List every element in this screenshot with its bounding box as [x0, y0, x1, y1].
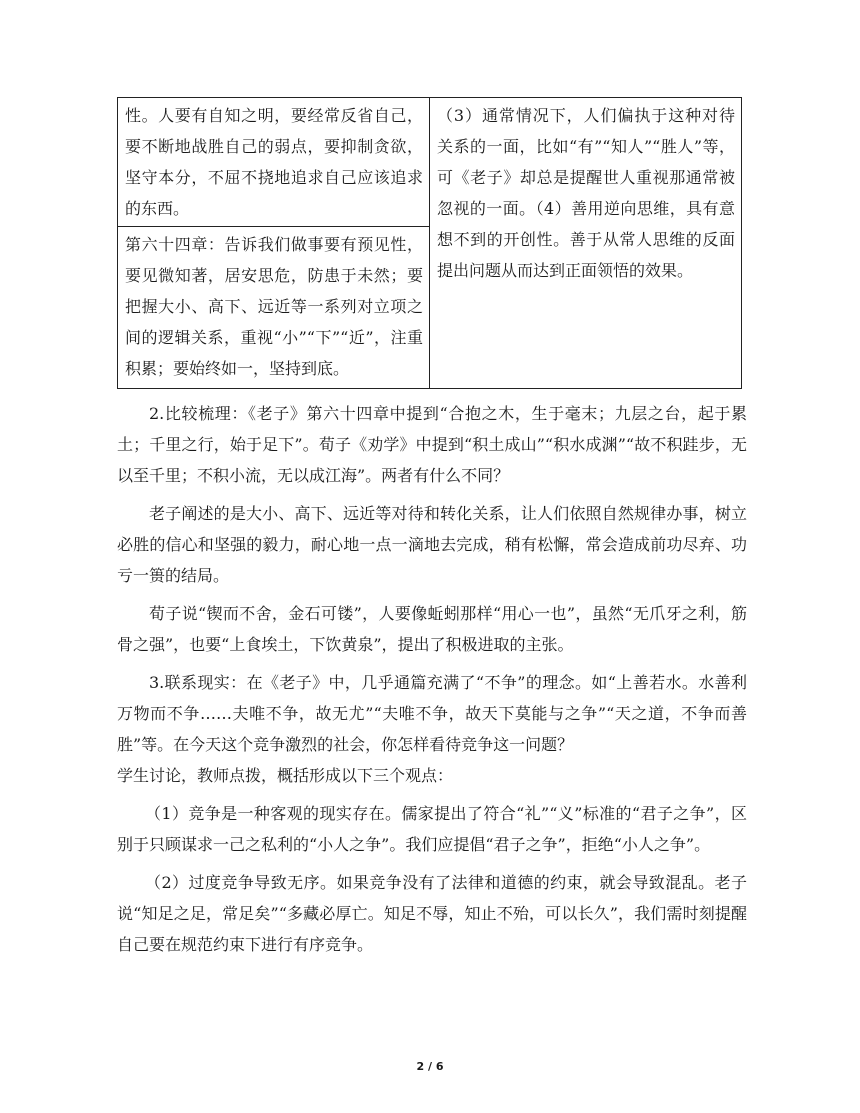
table-cell-left-top: 性。人要有自知之明，要经常反省自己，要不断地战胜自己的弱点，要抑制贪欲，坚守本分，不屈不挠地追求自己应该追求的东西。: [118, 98, 430, 227]
page-number: 2 / 6: [416, 1060, 444, 1073]
table-cell-right: （3）通常情况下，人们偏执于这种对待关系的一面，比如“有”“知人”“胜人”等，可《老子》却总是提醒世人重视那通常被忽视的一面。（4）善用逆向思维，具有意想不到的开创性。善于从常人思维的反面提出问题从而达到正面领悟的效果。: [430, 98, 742, 389]
paragraph-xunzi: 荀子说“锲而不舍，金石可镂”，人要像蚯蚓那样“用心一也”，虽然“无爪牙之利，筋骨之强”，也要“上食埃土，下饮黄泉”，提出了积极进取的主张。: [117, 604, 747, 654]
table-cell-left-bottom: 第六十四章：告诉我们做事要有预见性，要见微知著，居安思危，防患于未然；要把握大小、高下、远近等一系列对立项之间的逻辑关系，重视“小”“下”“近”，注重积累；要始终如一，坚持到底。: [118, 227, 430, 389]
paragraph-reality: 3.联系现实：在《老子》中，几乎通篇充满了“不争”的理念。如“上善若水。水善利万物而不争……夫唯不争，故无尤”“夫唯不争，故天下莫能与之争”“天之道，不争而善胜”等。在今天这个竞争激烈的社会，你怎样看待竞争这一问题？: [117, 673, 747, 754]
paragraph-point-2: （2）过度竞争导致无序。如果竞争没有了法律和道德的约束，就会导致混乱。老子说“知足之足，常足矣”“多藏必厚亡。知足不辱，知止不殆，可以长久”，我们需时刻提醒自己要在规范约束下进行有序竞争。: [117, 873, 747, 954]
paragraph-laozi: 老子阐述的是大小、高下、远近等对待和转化关系，让人们依照自然规律办事，树立必胜的信心和坚强的毅力，耐心地一点一滴地去完成，稍有松懈，常会造成前功尽弃、功亏一篑的结局。: [117, 504, 747, 585]
content-table: [117, 97, 742, 389]
body-text: [117, 398, 747, 960]
paragraph-compare: 2.比较梳理：《老子》第六十四章中提到“合抱之木，生于毫末；九层之台，起于累土；千里之行，始于足下”。荀子《劝学》中提到“积土成山”“积水成渊”“故不积跬步，无以至千里；不积小流，无以成江海”。两者有什么不同？: [117, 404, 747, 485]
paragraph-point-1: （1）竞争是一种客观的现实存在。儒家提出了符合“礼”“义”标准的“君子之争”，区别于只顾谋求一己之私利的“小人之争”。我们应提倡“君子之争”，拒绝“小人之争”。: [117, 804, 747, 854]
paragraph-discussion: 学生讨论，教师点拨，概括形成以下三个观点：: [117, 766, 454, 785]
